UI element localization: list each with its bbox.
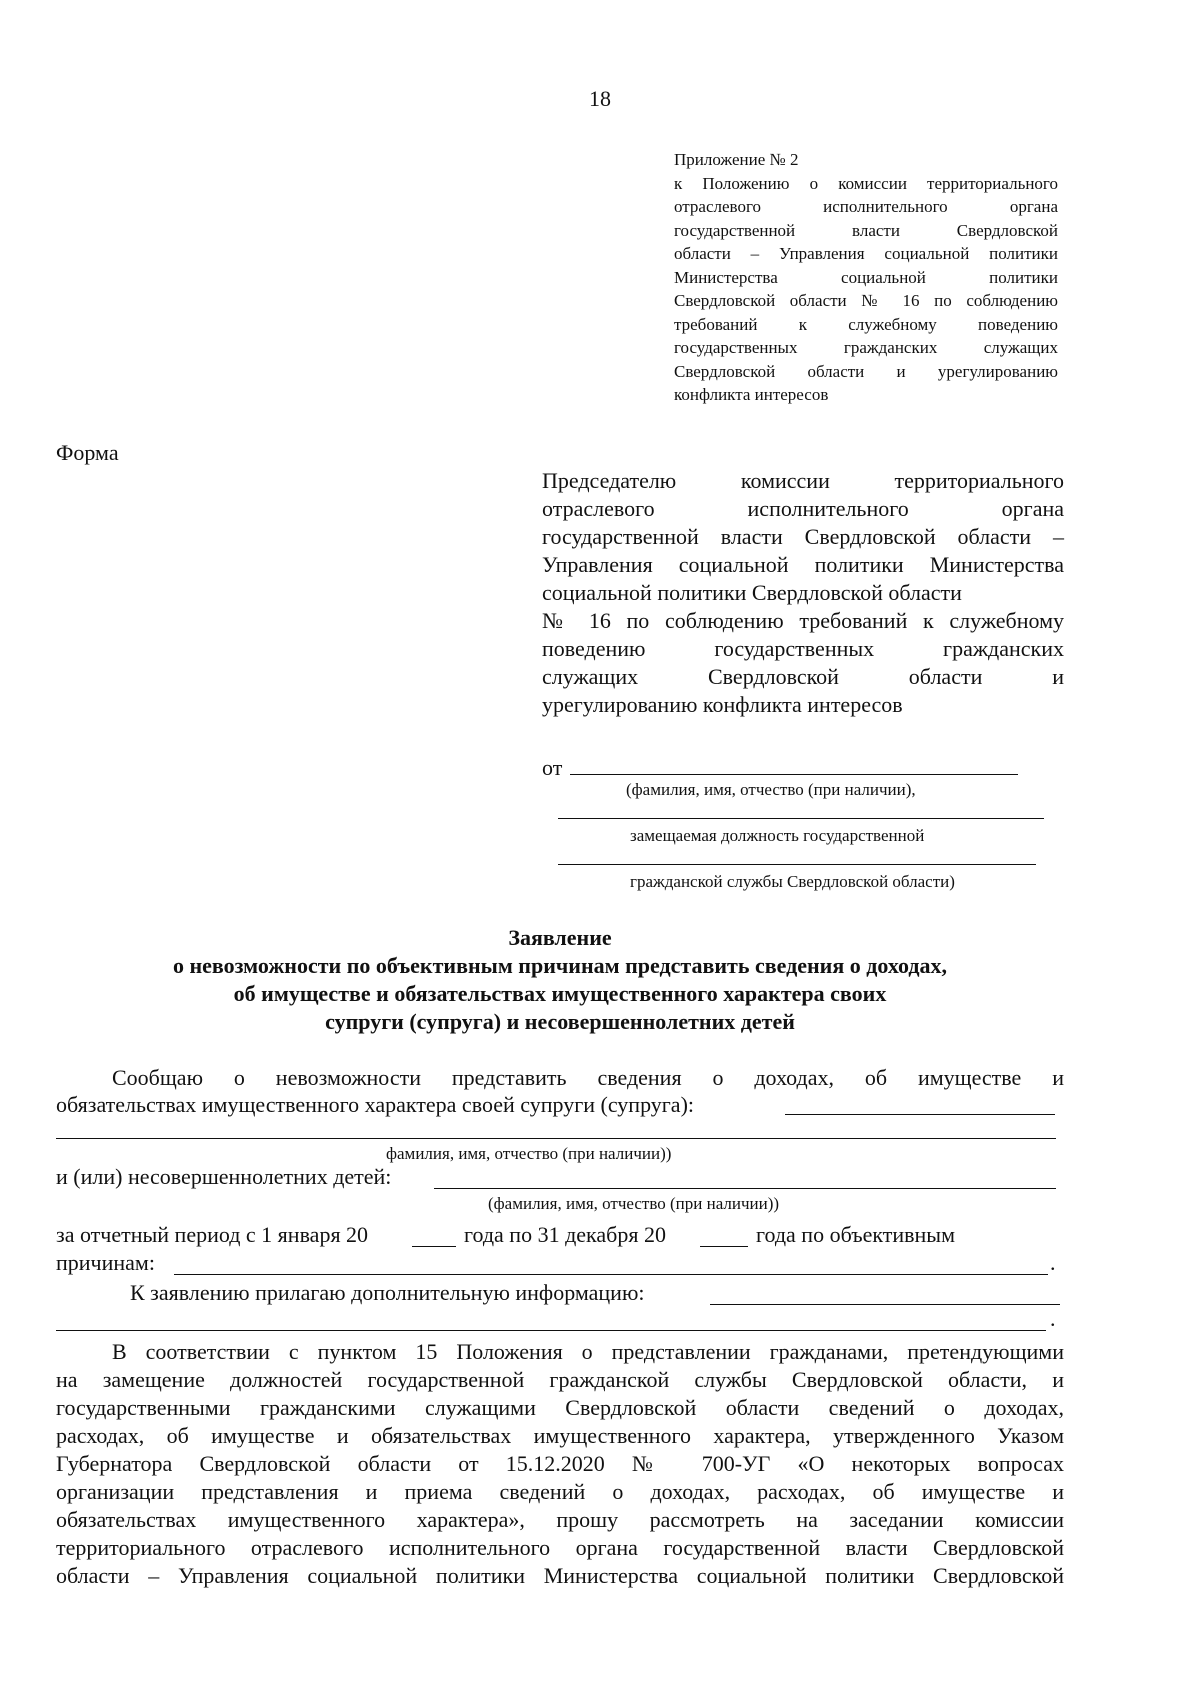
form-label: Форма bbox=[56, 440, 119, 465]
annex-header bbox=[674, 148, 1058, 407]
addressee-line: отраслевого исполнительного органа bbox=[542, 496, 1064, 521]
title-line: супруги (супруга) и несовершеннолетних детей bbox=[325, 1009, 795, 1034]
title-line: об имуществе и обязательствах имущественного характера своих bbox=[233, 981, 887, 1006]
children-caption: (фамилия, имя, отчество (при наличии)) bbox=[488, 1194, 780, 1213]
addressee-line: № 16 по соблюдению требований к служебному bbox=[542, 608, 1064, 633]
annex-line: Приложение № 2 bbox=[674, 150, 799, 169]
annex-line: государственных гражданских служащих bbox=[674, 338, 1058, 357]
annex-line: Свердловской области № 16 по соблюдению bbox=[674, 291, 1058, 310]
paragraph-line: на замещение должностей государственной гражданской службы Свердловской области, и bbox=[56, 1367, 1064, 1392]
page-number: 18 bbox=[589, 86, 611, 111]
period-start-year-field[interactable] bbox=[412, 1246, 456, 1247]
addressee-line: урегулированию конфликта интересов bbox=[542, 692, 903, 717]
reasons-dot: . bbox=[1050, 1250, 1056, 1275]
attachment-label: К заявлению прилагаю дополнительную информацию: bbox=[130, 1280, 645, 1305]
from-position-field[interactable] bbox=[558, 818, 1044, 819]
children-field[interactable] bbox=[434, 1188, 1056, 1189]
paragraph-line: В соответствии с пунктом 15 Положения о представлении гражданами, претендующими bbox=[112, 1339, 1064, 1364]
period-label-2: года по 31 декабря 20 bbox=[464, 1222, 666, 1247]
paragraph-line: территориального отраслевого исполнительного органа государственной власти Свердловской bbox=[56, 1535, 1064, 1560]
reasons-field[interactable] bbox=[174, 1274, 1048, 1275]
spouse-field-inline[interactable] bbox=[785, 1114, 1055, 1115]
title-line: Заявление bbox=[508, 925, 612, 950]
period-end-year-field[interactable] bbox=[700, 1246, 748, 1247]
intro-line: Сообщаю о невозможности представить сведения о доходах, об имуществе и bbox=[112, 1065, 1064, 1090]
paragraph-line: государственными гражданскими служащими Свердловской области сведений о доходах, bbox=[56, 1395, 1064, 1420]
period-label-1: за отчетный период с 1 января 20 bbox=[56, 1222, 369, 1247]
annex-line: области – Управления социальной политики bbox=[674, 244, 1058, 263]
attachment-dot: . bbox=[1050, 1306, 1056, 1331]
from-caption-service: гражданской службы Свердловской области) bbox=[630, 872, 955, 891]
attachment-field[interactable] bbox=[56, 1330, 1046, 1331]
addressee-block bbox=[542, 467, 1064, 719]
annex-line: Министерства социальной политики bbox=[674, 267, 1058, 287]
paragraph-line: Губернатора Свердловской области от 15.12.2020 № 700-УГ «О некоторых вопросах bbox=[56, 1451, 1064, 1476]
addressee-line: Управления социальной политики Министерства bbox=[542, 552, 1064, 577]
spouse-field[interactable] bbox=[56, 1138, 1056, 1139]
from-caption-name: (фамилия, имя, отчество (при наличии), bbox=[626, 780, 916, 799]
title-line: о невозможности по объективным причинам представить сведения о доходах, bbox=[172, 953, 947, 978]
addressee-line: служащих Свердловской области и bbox=[542, 664, 1064, 689]
intro-paragraph bbox=[56, 1064, 1064, 1092]
annex-line: государственной власти Свердловской bbox=[674, 220, 1058, 240]
document-title bbox=[0, 924, 1120, 1036]
reasons-label: причинам: bbox=[56, 1250, 155, 1275]
addressee-line: социальной политики Свердловской области bbox=[542, 580, 962, 605]
addressee-line: поведению государственных гражданских bbox=[542, 636, 1064, 661]
spouse-caption: фамилия, имя, отчество (при наличии)) bbox=[386, 1144, 672, 1163]
from-service-field[interactable] bbox=[558, 864, 1036, 865]
period-label-3: года по объективным bbox=[756, 1222, 956, 1247]
attachment-field-inline[interactable] bbox=[710, 1304, 1060, 1305]
annex-line: требований к служебному поведению bbox=[674, 314, 1058, 334]
from-name-field[interactable] bbox=[570, 774, 1018, 775]
intro-line-2: обязательствах имущественного характера своей супруги (супруга): bbox=[56, 1092, 695, 1117]
paragraph-line: организации представления и приема сведений о доходах, расходах, об имуществе и bbox=[56, 1479, 1064, 1504]
annex-line: отраслевого исполнительного органа bbox=[674, 197, 1058, 216]
paragraph-line: расходах, об имуществе и обязательствах имущественного характера, утвержденного Указом bbox=[56, 1423, 1064, 1448]
from-caption-position: замещаемая должность государственной bbox=[630, 826, 925, 845]
addressee-line: государственной власти Свердловской области – bbox=[542, 524, 1064, 549]
addressee-line: Председателю комиссии территориального bbox=[542, 468, 1064, 493]
from-prefix: от bbox=[542, 755, 563, 780]
paragraph-line: области – Управления социальной политики Министерства социальной политики Свердловской bbox=[56, 1563, 1064, 1588]
children-label: и (или) несовершеннолетних детей: bbox=[56, 1164, 392, 1189]
paragraph-line: обязательствах имущественного характера», прошу рассмотреть на заседании комиссии bbox=[56, 1507, 1064, 1532]
annex-line: к Положению о комиссии территориального bbox=[674, 173, 1058, 193]
annex-line: конфликта интересов bbox=[674, 385, 829, 404]
request-paragraph bbox=[56, 1338, 1064, 1590]
annex-line: Свердловской области и урегулированию bbox=[674, 361, 1058, 381]
